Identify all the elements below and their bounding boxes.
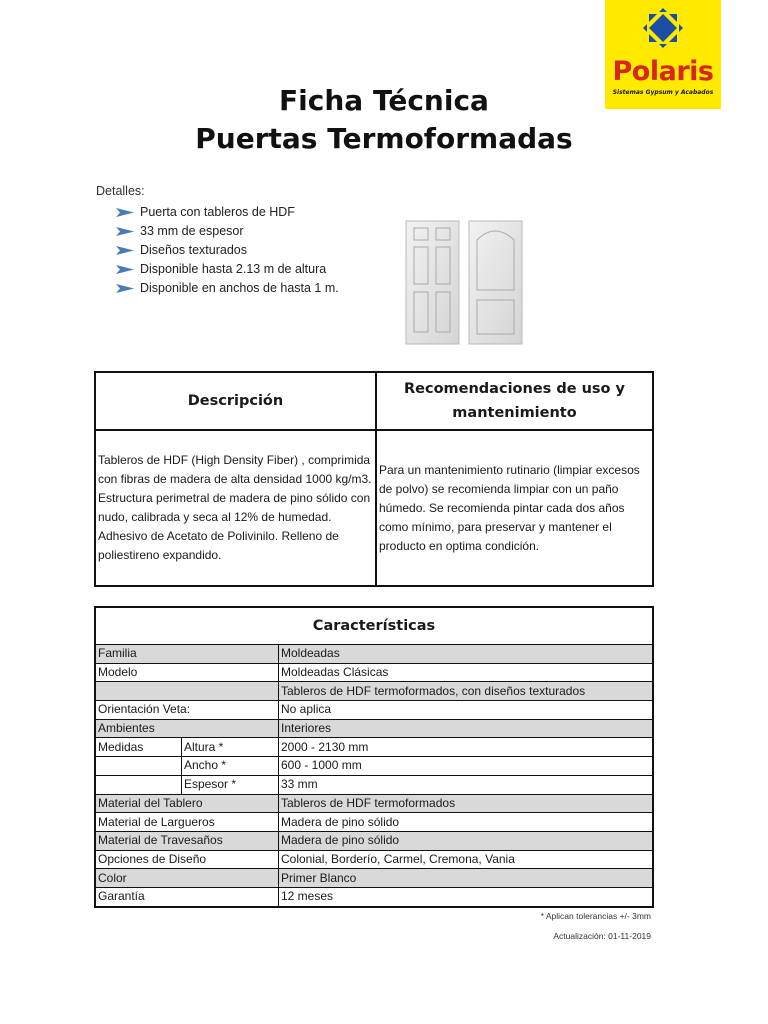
arched-panel-door <box>469 221 522 344</box>
arrow-right-icon <box>116 265 134 274</box>
table-row: Color Primer Blanco <box>95 869 653 888</box>
characteristics-table <box>94 606 654 908</box>
polaris-emblem-icon <box>605 0 721 60</box>
description-text: Tableros de HDF (High Density Fiber) , comprimida con fibras de madera de alta densidad 1000 kg/m3. Estructura perimetral de madera de pino sólido con nudo, calibrada y seca al 12% de humedad. Adhesivo de Acetato de Polivinilo. Relleno de poliestireno expandido. <box>95 430 376 586</box>
description-table <box>94 371 654 587</box>
table-row: Garantía 12 meses <box>95 887 653 906</box>
table-row: Material de Travesaños Madera de pino sólido <box>95 831 653 850</box>
list-item: Disponible hasta 2.13 m de altura <box>116 260 346 279</box>
table-row: Ambientes Interiores <box>95 719 653 738</box>
list-item: Diseños texturados <box>116 241 346 260</box>
list-item: Puerta con tableros de HDF <box>116 203 346 222</box>
list-item: Disponible en anchos de hasta 1 m. <box>116 279 346 298</box>
table-row: Modelo Moldeadas Clásicas <box>95 663 653 682</box>
table-row: Material del Tablero Tableros de HDF termoformados <box>95 794 653 813</box>
arrow-right-icon <box>116 246 134 255</box>
details-label: Detalles: <box>96 184 145 198</box>
arrow-right-icon <box>116 284 134 293</box>
table-row: Espesor * 33 mm <box>95 775 653 794</box>
table-row: Material de Largueros Madera de pino sólido <box>95 813 653 832</box>
characteristics-header: Características <box>95 607 653 645</box>
table-row: Opciones de Diseño Colonial, Borderío, Carmel, Cremona, Vania <box>95 850 653 869</box>
logo-tagline: Sistemas Gypsum y Acabados <box>612 89 714 96</box>
arrow-right-icon <box>116 208 134 217</box>
description-header: Descripción <box>95 372 376 430</box>
title-line-2: Puertas Termoformadas <box>195 122 573 155</box>
table-row: Orientación Veta: No aplica <box>95 701 653 720</box>
table-row: Ancho * 600 - 1000 mm <box>95 757 653 776</box>
details-list <box>116 203 346 298</box>
recommendations-text: Para un mantenimiento rutinario (limpiar excesos de polvo) se recomienda limpiar con un paño húmedo. Se recomienda pintar cada dos años como mínimo, para preservar y mantener el producto en optima condición. <box>376 430 653 586</box>
tolerance-note: * Aplican tolerancias +/- 3mm <box>540 911 651 921</box>
arrow-right-icon <box>116 227 134 236</box>
door-images <box>405 220 523 346</box>
table-row: Medidas Altura * 2000 - 2130 mm <box>95 738 653 757</box>
table-row: Tableros de HDF termoformados, con diseños texturados <box>95 682 653 701</box>
list-item: 33 mm de espesor <box>116 222 346 241</box>
table-row: Familia Moldeadas <box>95 645 653 664</box>
door-illustrations <box>405 220 523 346</box>
recommendations-header: Recomendaciones de uso y mantenimiento <box>376 372 653 430</box>
logo-brand-text: Polaris <box>612 56 714 87</box>
page-title <box>0 82 768 158</box>
title-line-1: Ficha Técnica <box>279 84 489 117</box>
six-panel-door <box>406 221 459 344</box>
update-date: Actualización: 01-11-2019 <box>553 931 651 941</box>
